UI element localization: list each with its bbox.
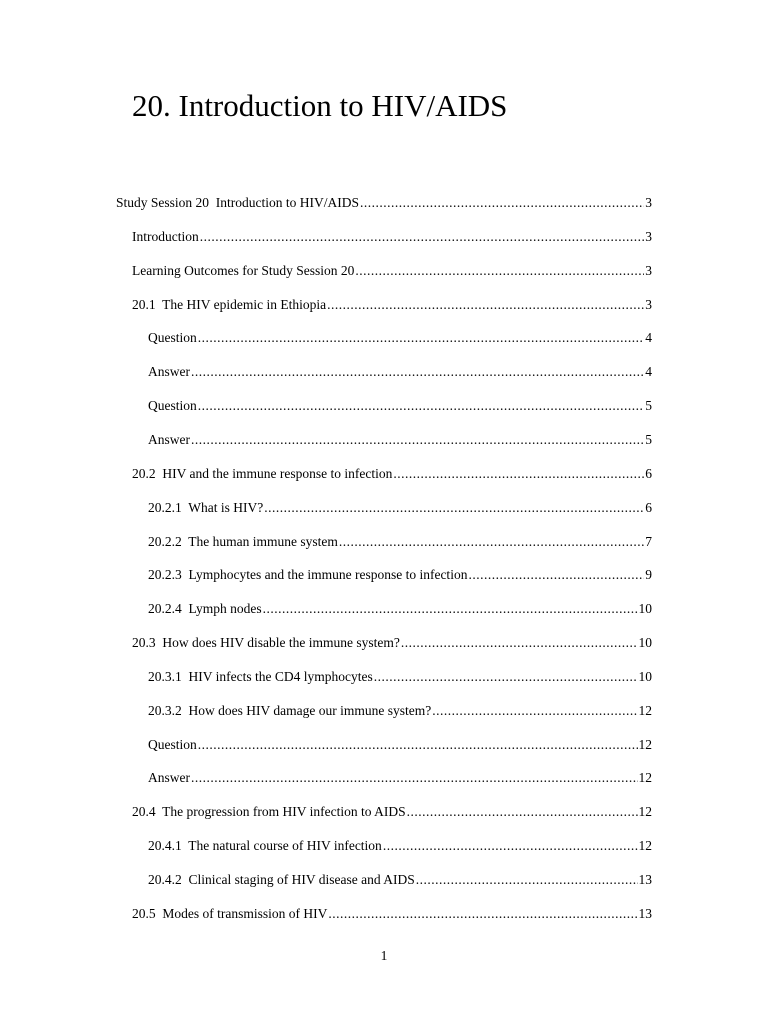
toc-entry-page: 5 [645, 398, 652, 414]
toc-entry[interactable] [148, 359, 652, 385]
toc-entry-page: 4 [645, 364, 652, 380]
toc-entry[interactable] [148, 596, 652, 622]
toc-entry-label: 20.2.1 What is HIV? [148, 499, 264, 515]
toc-dot-leader [191, 427, 644, 453]
toc-entry[interactable] [116, 190, 652, 216]
toc-dot-leader [355, 258, 644, 284]
toc-entry-label: 20.4.1 The natural course of HIV infection [148, 838, 382, 854]
toc-entry-label: 20.3.2 How does HIV damage our immune system? [148, 702, 432, 718]
toc-entry-label: Question [148, 330, 197, 346]
toc-entry[interactable] [132, 224, 652, 250]
toc-entry-page: 6 [645, 465, 652, 481]
toc-entry[interactable] [148, 562, 652, 588]
toc-entry-page: 9 [645, 567, 652, 583]
toc-dot-leader [360, 190, 644, 216]
toc-entry[interactable] [148, 833, 652, 859]
toc-entry-label: Introduction [132, 228, 199, 244]
toc-entry[interactable] [132, 461, 652, 487]
toc-entry-page: 13 [638, 872, 652, 887]
toc-entry-page: 10 [638, 668, 652, 684]
toc-entry-label: Answer [148, 770, 190, 786]
toc-dot-leader [327, 292, 644, 318]
toc-entry[interactable] [148, 529, 652, 555]
toc-entry[interactable] [148, 495, 652, 521]
toc-entry[interactable] [148, 732, 652, 758]
toc-entry-label: Study Session 20 Introduction to HIV/AIDS [116, 195, 359, 210]
toc-entry-label: Question [148, 398, 197, 414]
toc-dot-leader [374, 664, 638, 690]
toc-entry[interactable] [148, 765, 652, 791]
toc-entry-page: 12 [638, 770, 652, 786]
toc-entry-label: 20.2.4 Lymph nodes [148, 601, 262, 617]
toc-entry-page: 5 [645, 431, 652, 447]
toc-entry-label: 20.2.2 The human immune system [148, 533, 338, 549]
toc-entry-page: 10 [638, 601, 652, 617]
toc-dot-leader [263, 596, 638, 622]
toc-dot-leader [407, 799, 638, 825]
toc-dot-leader [198, 732, 638, 758]
toc-entry[interactable] [148, 427, 652, 453]
toc-entry-page: 12 [638, 804, 652, 820]
toc-dot-leader [200, 224, 645, 250]
toc-entry[interactable] [132, 292, 652, 318]
toc-dot-leader [393, 461, 644, 487]
toc-dot-leader [198, 325, 645, 351]
toc-entry-page: 13 [638, 905, 652, 921]
toc-entry-page: 12 [638, 736, 652, 752]
toc-entry-page: 10 [638, 635, 652, 651]
toc-entry-page: 6 [645, 499, 652, 515]
toc-entry-page: 12 [638, 838, 652, 854]
toc-entry-page: 12 [638, 702, 652, 718]
toc-entry-page: 3 [645, 228, 652, 244]
toc-dot-leader [264, 495, 644, 521]
toc-entry[interactable] [148, 867, 652, 893]
toc-entry-label: 20.4 The progression from HIV infection to AIDS [132, 804, 406, 820]
toc-entry-page: 3 [645, 195, 652, 210]
toc-entry[interactable] [148, 393, 652, 419]
toc-entry-label: 20.5 Modes of transmission of HIV [132, 905, 328, 921]
toc-entry-label: Answer [148, 364, 190, 380]
toc-dot-leader [191, 359, 644, 385]
toc-dot-leader [383, 833, 638, 859]
toc-dot-leader [198, 393, 645, 419]
toc-entry[interactable] [148, 664, 652, 690]
toc-dot-leader [191, 765, 638, 791]
document-title: 20. Introduction to HIV/AIDS [132, 88, 508, 123]
toc-entry-page: 3 [645, 296, 652, 312]
toc-entry-label: 20.3.1 HIV infects the CD4 lymphocytes [148, 668, 373, 684]
toc-dot-leader [432, 698, 637, 724]
toc-dot-leader [328, 901, 637, 927]
toc-dot-leader [468, 562, 644, 588]
toc-entry-page: 3 [645, 262, 652, 278]
toc-entry[interactable] [148, 698, 652, 724]
toc-dot-leader [401, 630, 638, 656]
toc-entry-label: 20.4.2 Clinical staging of HIV disease and AIDS [148, 872, 415, 887]
toc-entry-label: 20.1 The HIV epidemic in Ethiopia [132, 296, 327, 312]
toc-entry-label: Learning Outcomes for Study Session 20 [132, 262, 355, 278]
toc-entry[interactable] [132, 258, 652, 284]
toc-entry[interactable] [148, 325, 652, 351]
toc-entry-label: 20.2.3 Lymphocytes and the immune response to infection [148, 567, 468, 583]
toc-dot-leader [416, 867, 638, 893]
toc-entry[interactable] [132, 799, 652, 825]
toc-dot-leader [339, 529, 644, 555]
toc-entry[interactable] [132, 630, 652, 656]
toc-entry-page: 7 [645, 533, 652, 549]
toc-entry[interactable] [132, 901, 652, 927]
toc-entry-page: 4 [645, 330, 652, 346]
toc-entry-label: 20.3 How does HIV disable the immune system? [132, 635, 400, 651]
toc-entry-label: 20.2 HIV and the immune response to infection [132, 465, 393, 481]
toc-entry-label: Answer [148, 431, 190, 447]
page-number: 1 [380, 948, 388, 963]
toc-entry-label: Question [148, 736, 197, 752]
